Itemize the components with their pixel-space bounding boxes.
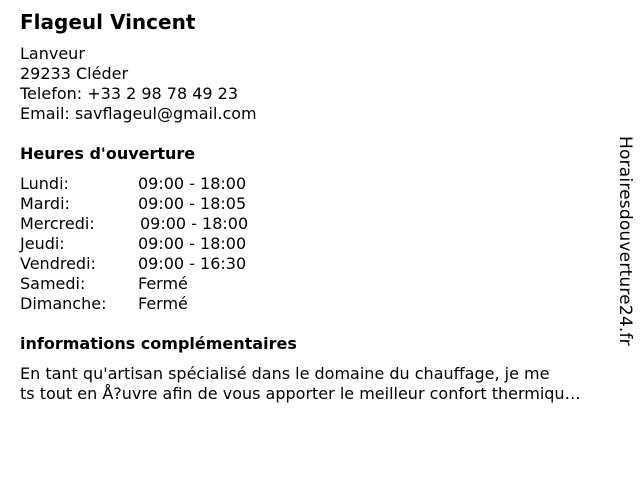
email-line: Email: savflageul@gmail.com	[20, 104, 257, 123]
hours-value: 09:00 - 16:30	[138, 254, 247, 273]
description-line-2: ts tout en Å?uvre afin de vous apporter le meilleur confort thermiqu…	[20, 384, 581, 403]
hours-value: 09:00 - 18:00	[138, 174, 247, 193]
hours-row-tuesday	[20, 194, 320, 214]
hours-value: 09:00 - 18:00	[140, 214, 249, 233]
additional-info-heading: informations complémentaires	[20, 334, 297, 353]
site-watermark	[612, 136, 636, 346]
hours-row-wednesday	[20, 214, 320, 234]
day-label: Dimanche:	[20, 294, 107, 313]
hours-value: Fermé	[138, 274, 188, 293]
hours-row-sunday	[20, 294, 320, 314]
hours-value: 09:00 - 18:05	[138, 194, 247, 213]
hours-row-monday	[20, 174, 320, 194]
day-label: Mercredi:	[20, 214, 95, 233]
watermark-text: Horairesdouverture24.fr	[615, 136, 635, 346]
business-name: Flageul Vincent	[20, 10, 196, 34]
address-line-2: 29233 Cléder	[20, 64, 129, 83]
day-label: Mardi:	[20, 194, 70, 213]
address-line-1: Lanveur	[20, 44, 85, 63]
hours-row-friday	[20, 254, 320, 274]
day-label: Lundi:	[20, 174, 69, 193]
day-label: Jeudi:	[20, 234, 65, 253]
phone-line: Telefon: +33 2 98 78 49 23	[20, 84, 239, 103]
hours-row-saturday	[20, 274, 320, 294]
description-line-1: En tant qu'artisan spécialisé dans le domaine du chauffage, je me	[20, 364, 550, 383]
hours-row-thursday	[20, 234, 320, 254]
day-label: Vendredi:	[20, 254, 96, 273]
hours-value: Fermé	[138, 294, 188, 313]
day-label: Samedi:	[20, 274, 86, 293]
hours-value: 09:00 - 18:00	[138, 234, 247, 253]
opening-hours-heading: Heures d'ouverture	[20, 144, 196, 163]
